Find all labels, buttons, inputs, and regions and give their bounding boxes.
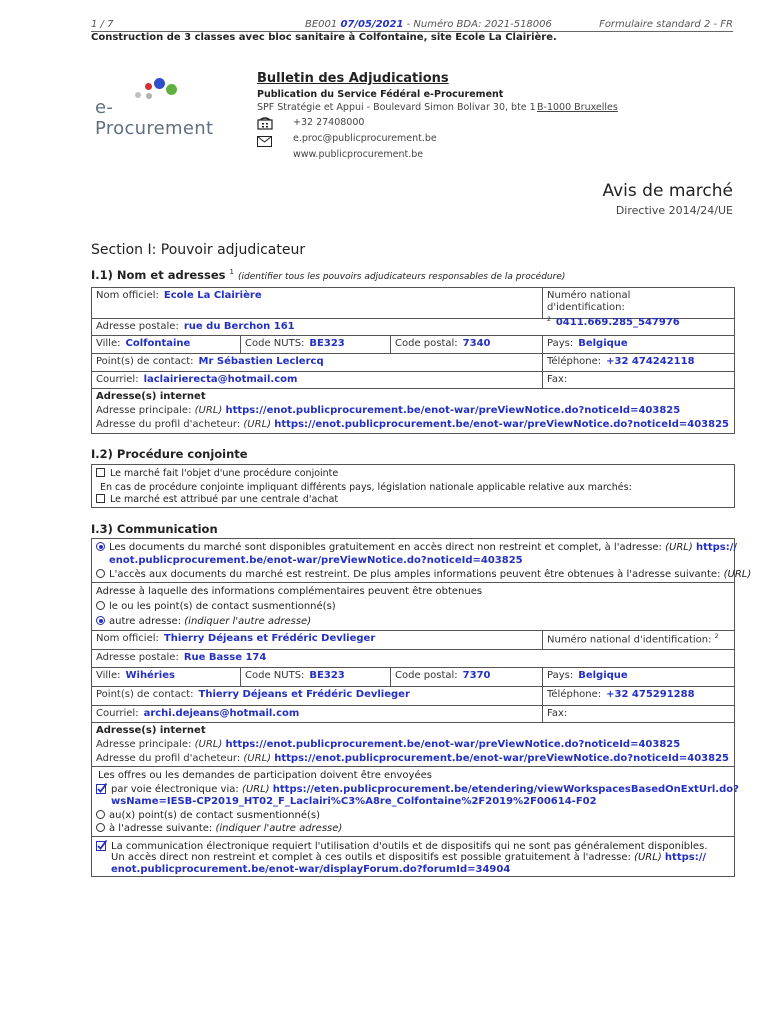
field-label: Code NUTS: (245, 338, 305, 349)
subsection-heading: I.1) Nom et adresses (91, 268, 226, 282)
url-tag: (URL) (243, 753, 272, 764)
table-row (92, 706, 734, 723)
publication-date: 07/05/2021 (340, 19, 404, 30)
page-number: 1 / 7 (91, 19, 114, 30)
email[interactable]: archi.dejeans@hotmail.com (143, 708, 300, 719)
forum-url-link[interactable]: https:// (664, 852, 707, 863)
telephone: +32 475291288 (606, 689, 695, 700)
bulletin-website[interactable]: www.publicprocurement.be (293, 149, 424, 160)
tender-url-link[interactable]: wsName=IESB-CP2019_HT02_F_Laclairi%C3%A8re_Colfontaine%2F2019%2F00614-F02 (111, 796, 597, 807)
postal-code: 7340 (462, 338, 491, 349)
field-label: Courriel: (96, 374, 139, 385)
option-label: au(x) point(s) de contact susmentionné(s) (109, 810, 320, 821)
bulletin-title: Bulletin des Adjudications (257, 71, 449, 86)
communication-table (91, 538, 752, 877)
table-row (92, 837, 734, 876)
field-label: Adresse postale: (96, 652, 179, 663)
option-label: par voie électronique via: (111, 784, 239, 795)
option-label: Les documents du marché sont disponibles gratuitement en accès direct non restreint et complet, à l'adresse: (109, 542, 662, 553)
postal-address: rue du Berchon 161 (183, 321, 295, 332)
subsection-title-i3: I.3) Communication (91, 522, 218, 536)
url-tag: (URL) (723, 569, 752, 580)
postal-address: Rue Basse 174 (183, 652, 267, 663)
forum-url-link[interactable]: enot.publicprocurement.be/enot-war/displayForum.do?forumId=34904 (111, 864, 511, 875)
city: Wihéries (125, 670, 175, 681)
field-label: Numéro national d'identification: (547, 634, 712, 646)
footnote-ref: 2 (714, 633, 719, 640)
directive: Directive 2014/24/UE (615, 204, 733, 217)
table-row (92, 631, 734, 650)
field-label: Code postal: (395, 670, 458, 681)
bulletin-phone: +32 27408000 (293, 117, 365, 128)
table-row (92, 668, 734, 687)
table-row (92, 319, 734, 336)
footnote-ref: 2 (547, 316, 551, 323)
notice-subject: Construction de 3 classes avec bloc sanitaire à Colfontaine, site Ecole La Clairière. (91, 32, 557, 43)
radio-selected[interactable] (96, 616, 105, 625)
notice-reference (305, 19, 552, 30)
joint-procurement-box (91, 464, 735, 508)
postal-code: 7370 (462, 670, 491, 681)
official-name: Thierry Déjeans et Frédéric Devlieger (163, 633, 376, 644)
option-label: Le marché est attribué par une centrale d'achat (110, 494, 339, 505)
option-note: (indiquer l'autre adresse) (184, 616, 312, 627)
table-row (92, 389, 734, 433)
field-label: Point(s) de contact: (96, 689, 194, 700)
country: Belgique (578, 338, 628, 349)
url-tag: (URL) (241, 784, 270, 795)
field-label: Ville: (96, 670, 121, 681)
field-label: Ville: (96, 338, 121, 349)
table-row (92, 767, 739, 837)
reference-prefix: BE001 (305, 19, 338, 30)
field-label: d'identification: (547, 302, 625, 313)
field-label: Adresse principale: (96, 405, 192, 416)
table-row (92, 539, 752, 583)
table-row (92, 687, 734, 706)
internet-heading: Adresse(s) internet (96, 391, 206, 402)
telephone: +32 474242118 (606, 356, 695, 367)
field-label: Code NUTS: (245, 670, 305, 681)
field-label: Nom officiel: (96, 290, 159, 301)
option-label: L'accès aux documents du marché est restreint. De plus amples informations peuvent être obtenues à l'adresse suivante: (109, 569, 721, 580)
radio-empty[interactable] (96, 569, 105, 578)
checkbox-checked[interactable] (96, 783, 107, 794)
url-tag: (URL) (634, 852, 662, 863)
url-tag: (URL) (243, 419, 272, 430)
e-procurement-logo (92, 78, 222, 139)
nuts-code: BE323 (309, 670, 345, 681)
bulletin-address: SPF Stratégie et Appui - Boulevard Simon Bolivar 30, bte 1 (257, 102, 536, 113)
field-label: Fax: (547, 374, 568, 385)
option-note: En cas de procédure conjointe impliquant différents pays, législation nationale applicable relative aux marchés: (100, 482, 632, 493)
city: Colfontaine (125, 338, 191, 349)
option-note: (indiquer l'autre adresse) (215, 823, 343, 834)
buyer-profile-link[interactable]: https://enot.publicprocurement.be/enot-war/preViewNotice.do?noticeId=403825 (274, 753, 729, 764)
url-tag: (URL) (194, 405, 223, 416)
notice-title: Avis de marché (602, 181, 733, 201)
table-row (92, 354, 734, 372)
envelope-icon (257, 132, 272, 151)
option-label: autre adresse: (109, 616, 182, 627)
section-title: Section I: Pouvoir adjudicateur (91, 242, 306, 258)
email[interactable]: laclairierecta@hotmail.com (143, 374, 298, 385)
table-row (92, 583, 734, 631)
bulletin-email[interactable]: e.proc@publicprocurement.be (293, 133, 437, 144)
main-url-link[interactable]: https://enot.publicprocurement.be/enot-war/preViewNotice.do?noticeId=403825 (225, 739, 681, 750)
checkbox-checked[interactable] (96, 840, 107, 851)
option-label: le ou les point(s) de contact susmentionné(s) (109, 601, 336, 612)
field-label: Numéro national (547, 290, 631, 301)
checkbox-empty[interactable] (96, 494, 105, 503)
main-url-link[interactable]: https://enot.publicprocurement.be/enot-war/preViewNotice.do?noticeId=403825 (225, 405, 681, 416)
table-row (92, 650, 734, 668)
option-label: Le marché fait l'objet d'une procédure conjointe (110, 468, 339, 479)
field-label: Point(s) de contact: (96, 356, 194, 367)
url-tag: (URL) (194, 739, 223, 750)
field-label: Téléphone: (547, 356, 602, 367)
subsection-title-i2: I.2) Procédure conjointe (91, 447, 248, 461)
table-row (92, 336, 734, 354)
radio-empty[interactable] (96, 601, 105, 610)
national-id: 0411.669.285_547976 (555, 317, 680, 329)
table-row (92, 723, 734, 767)
subsection-title-i1 (91, 268, 565, 282)
bulletin-city: B-1000 Bruxelles (537, 102, 618, 113)
official-name: Ecole La Clairière (163, 290, 262, 301)
field-label: Adresse du profil d'acheteur: (96, 753, 241, 764)
field-label: Adresse principale: (96, 739, 192, 750)
field-label: Les offres ou les demandes de participation doivent être envoyées (98, 770, 432, 781)
form-type: Formulaire standard 2 - FR (599, 19, 733, 30)
table-row (92, 372, 734, 389)
field-label: Courriel: (96, 708, 139, 719)
option-label: à l'adresse suivante: (109, 823, 213, 834)
radio-selected[interactable] (96, 542, 105, 551)
option-label: Un accès direct non restreint et complet à ces outils et dispositifs est possible gratuitement à l'adresse: (111, 852, 631, 863)
checkbox-empty[interactable] (96, 468, 105, 477)
field-label: Adresse à laquelle des informations complémentaires peuvent être obtenues (96, 586, 483, 597)
contact-point: Mr Sébastien Leclercq (198, 356, 324, 367)
docs-url-link[interactable]: enot.publicprocurement.be/enot-war/preViewNotice.do?noticeId=403825 (109, 555, 523, 566)
contact-point: Thierry Déjeans et Frédéric Devlieger (198, 689, 410, 700)
internet-heading: Adresse(s) internet (96, 725, 206, 736)
bulletin-subtitle: Publication du Service Fédéral e-Procurement (257, 89, 504, 100)
country: Belgique (578, 670, 628, 681)
field-label: Adresse du profil d'acheteur: (96, 419, 241, 430)
tender-url-link[interactable]: https://eten.publicprocurement.be/etendering/viewWorkspacesBasedOnExtUrl.do? (272, 784, 739, 795)
radio-empty[interactable] (96, 810, 105, 819)
footnote-ref: 1 (229, 268, 235, 277)
logo-text: e-Procurement (95, 97, 214, 139)
docs-url-link[interactable]: https:// (695, 542, 738, 553)
bda-number: - Numéro BDA: 2021-518006 (403, 19, 552, 30)
nuts-code: BE323 (309, 338, 345, 349)
contracting-authority-table (91, 287, 735, 434)
field-label: Pays: (547, 670, 574, 681)
buyer-profile-link[interactable]: https://enot.publicprocurement.be/enot-war/preViewNotice.do?noticeId=403825 (274, 419, 729, 430)
field-label: Code postal: (395, 338, 458, 349)
field-label: Téléphone: (547, 689, 602, 700)
radio-empty[interactable] (96, 823, 105, 832)
field-label: Adresse postale: (96, 321, 179, 332)
field-label: Pays: (547, 338, 574, 349)
subsection-note: (identifier tous les pouvoirs adjudicateurs responsables de la procédure) (238, 272, 566, 282)
field-label: Fax: (547, 708, 568, 719)
url-tag: (URL) (665, 542, 693, 553)
field-label: Nom officiel: (96, 633, 159, 644)
option-label: La communication électronique requiert l'utilisation d'outils et de dispositifs qui ne sont pas généralement disponibles. (111, 841, 708, 852)
